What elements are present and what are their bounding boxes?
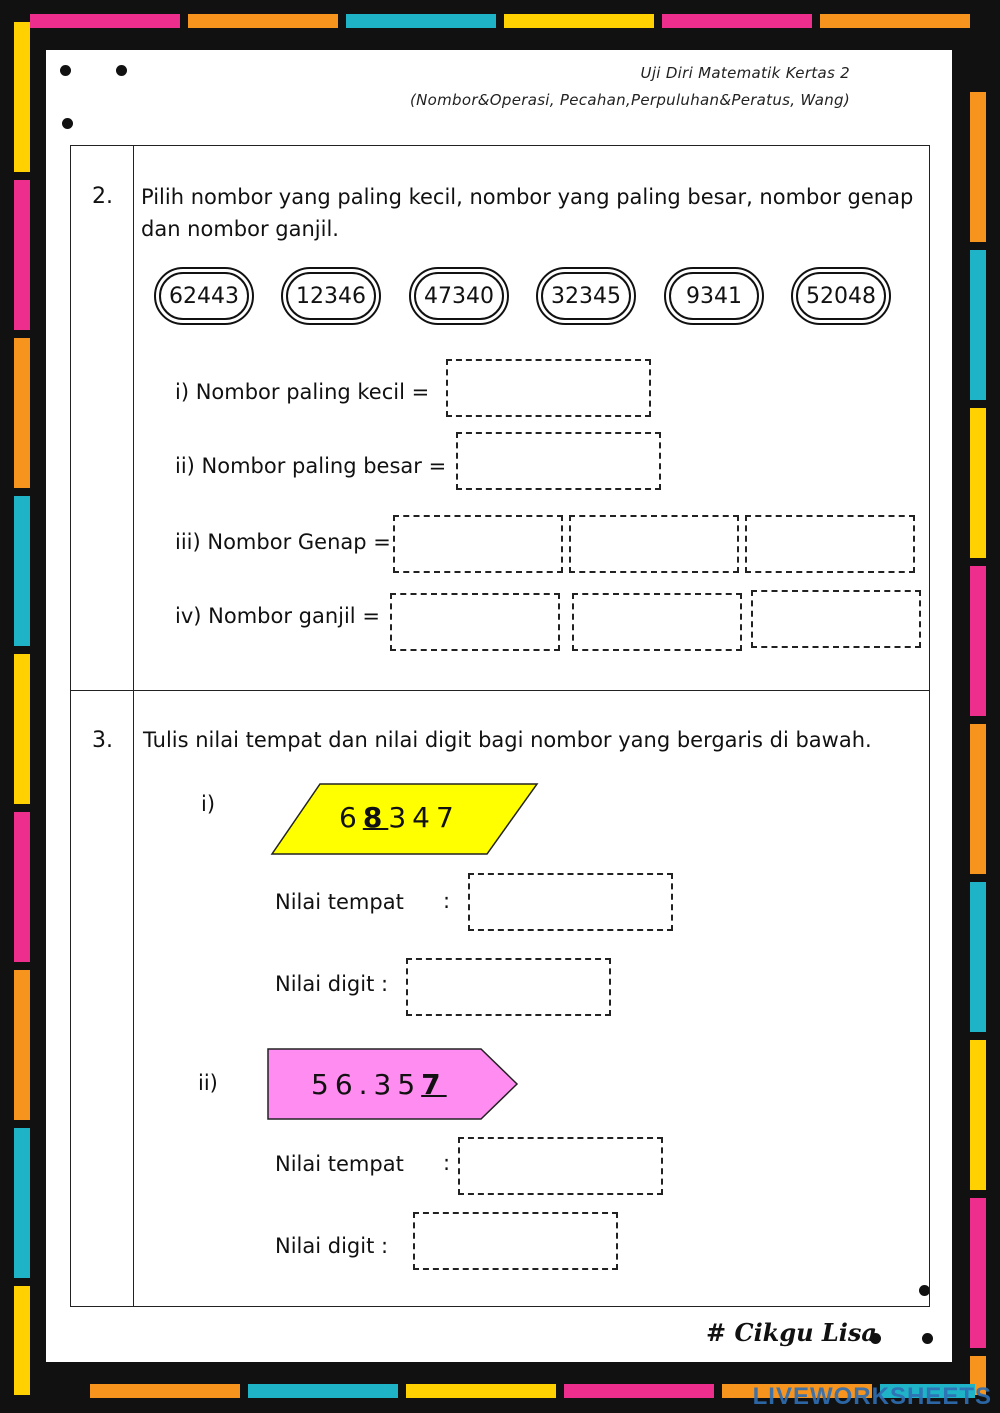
part-2-number	[311, 1068, 447, 1101]
table-divider-vertical	[133, 146, 134, 1306]
header-subtitle: (Nombor&Operasi, Pecahan,Perpuluhan&Peratus, Wang)	[409, 91, 850, 109]
question-3-number: 3.	[92, 728, 113, 753]
part-1-number	[339, 801, 460, 834]
part-2-label: ii)	[198, 1071, 218, 1095]
part-1-place-colon: :	[443, 889, 451, 913]
number-pill	[664, 267, 764, 325]
frame-segment	[248, 1384, 398, 1398]
frame-segment	[14, 496, 30, 646]
frame-segment	[504, 14, 654, 28]
question-2-number: 2.	[92, 184, 113, 209]
frame-segment	[970, 92, 986, 242]
frame-segment	[970, 1198, 986, 1348]
number-pill-value: 12346	[286, 272, 376, 320]
header-title: Uji Diri Matematik Kertas 2	[640, 64, 850, 82]
answer-box-even-2[interactable]	[569, 515, 739, 573]
part-2-place-label: Nilai tempat	[275, 1152, 404, 1176]
table-divider-horizontal	[71, 690, 929, 691]
question-3-instruction: Tulis nilai tempat dan nilai digit bagi nombor yang bergaris di bawah.	[143, 728, 872, 752]
frame-segment	[30, 14, 180, 28]
answer-box-place-value-1[interactable]	[468, 873, 673, 931]
number-pill-value: 32345	[541, 272, 631, 320]
answer-box-odd-2[interactable]	[572, 593, 742, 651]
frame-segment	[14, 180, 30, 330]
number-pill	[154, 267, 254, 325]
answer-box-even-3[interactable]	[745, 515, 915, 573]
frame-segment	[14, 338, 30, 488]
answer-box-odd-1[interactable]	[390, 593, 560, 651]
frame-segment	[970, 1040, 986, 1190]
answer-box-even-1[interactable]	[393, 515, 563, 573]
answer-box-digit-value-2[interactable]	[413, 1212, 618, 1270]
frame-segment	[970, 408, 986, 558]
part-1-underlined-digit: 8	[362, 801, 389, 834]
decor-dot	[60, 65, 71, 76]
answer-box-smallest[interactable]	[446, 359, 651, 417]
frame-segment	[564, 1384, 714, 1398]
frame-segment	[14, 1128, 30, 1278]
number-pill-value: 52048	[796, 272, 886, 320]
frame-segment	[970, 724, 986, 874]
question-2-instruction: Pilih nombor yang paling kecil, nombor yang paling besar, nombor genap dan nombor ganjil.	[141, 185, 914, 241]
part-1-digit-before: 6	[339, 801, 363, 834]
part-1-digit-after: 347	[388, 801, 460, 834]
frame-segment	[90, 1384, 240, 1398]
part-2-place-colon: :	[443, 1151, 451, 1175]
number-pill	[536, 267, 636, 325]
answer-box-digit-value-1[interactable]	[406, 958, 611, 1016]
frame-segment	[970, 882, 986, 1032]
part-2-underlined-digit: 7	[421, 1068, 447, 1101]
answer-box-place-value-2[interactable]	[458, 1137, 663, 1195]
label-odd: iv) Nombor ganjil =	[175, 604, 380, 628]
part-1-place-label: Nilai tempat	[275, 890, 404, 914]
frame-segment	[188, 14, 338, 28]
decor-dot	[62, 118, 73, 129]
watermark-logo: LIVEWORKSHEETS	[752, 1383, 992, 1410]
frame-segment	[14, 22, 30, 172]
answer-box-largest[interactable]	[456, 432, 661, 490]
number-pill-value: 9341	[669, 272, 759, 320]
frame-segment	[406, 1384, 556, 1398]
number-pill	[409, 267, 509, 325]
frame-segment	[14, 654, 30, 804]
decor-dot	[116, 65, 127, 76]
decor-dot	[922, 1333, 933, 1344]
frame-segment	[14, 970, 30, 1120]
signature: # Cikgu Lisa	[706, 1318, 877, 1347]
frame-segment	[970, 566, 986, 716]
part-2-digit-label: Nilai digit :	[275, 1234, 389, 1258]
number-pill-value: 62443	[159, 272, 249, 320]
frame-segment	[14, 1286, 30, 1395]
frame-segment	[970, 250, 986, 400]
part-1-digit-label: Nilai digit :	[275, 972, 389, 996]
answer-box-odd-3[interactable]	[751, 590, 921, 648]
part-1-label: i)	[201, 792, 216, 816]
frame-segment	[820, 14, 970, 28]
frame-segment	[14, 812, 30, 962]
label-even: iii) Nombor Genap =	[175, 530, 391, 554]
number-pill-value: 47340	[414, 272, 504, 320]
number-pill	[281, 267, 381, 325]
number-pill	[791, 267, 891, 325]
label-smallest: i) Nombor paling kecil =	[175, 380, 430, 404]
frame-segment	[662, 14, 812, 28]
frame-segment	[346, 14, 496, 28]
label-largest: ii) Nombor paling besar =	[175, 454, 447, 478]
part-2-digit-before: 56.35	[311, 1068, 422, 1101]
